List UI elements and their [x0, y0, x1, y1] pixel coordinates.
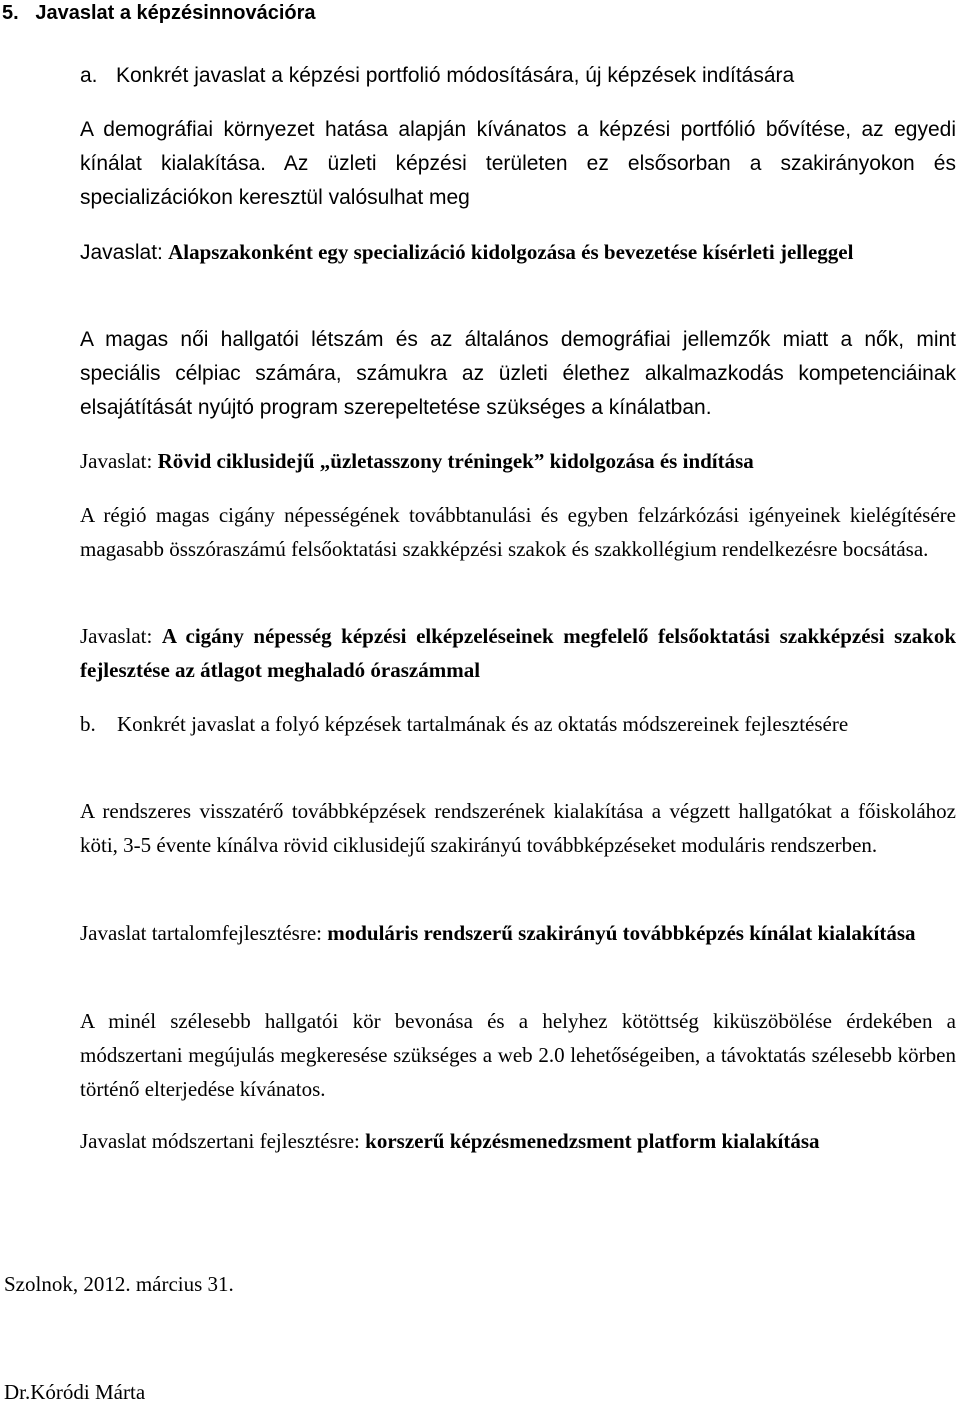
subsection-b-title: Konkrét javaslat a folyó képzések tartalmának és az oktatás módszereinek fejlesztésére [117, 712, 849, 736]
proposal-label: Javaslat: [80, 449, 153, 473]
author-name: Dr.Kóródi Márta [4, 1380, 146, 1404]
proposal-specialization [80, 235, 956, 270]
paragraph-demographic-sentence1: A demográfiai környezet hatása alapján kívánatos a képzési portfólió bővítése, az egyedi kínálat kialakítása. [80, 118, 956, 175]
paragraph-demographic-sentence2: Az üzleti képzési területen ez elsősorban a szakirányokon és specializációkon keresztül valósulhat meg [80, 152, 956, 209]
paragraph-methodology-text: A minél szélesebb hallgatói kör bevonása és a helyhez kötöttség kiküszöbölése érdekében a módszertani megújulás megkeresése szükséges a web 2.0 lehetőségeiben, a távoktatás szélesebb körben történő elterjedése kívánatos. [80, 1009, 956, 1101]
proposal-method-development [80, 1124, 956, 1158]
paragraph-further-training-text: A rendszeres visszatérő továbbképzések rendszerének kialakítása a végzett hallgatókat a főiskolához köti, 3-5 évente kínálva rövid ciklusidejű szakirányú továbbképzéseket moduláris rendszerben. [80, 799, 956, 857]
proposal-text: korszerű képzésmenedzsment platform kialakítása [365, 1129, 820, 1153]
proposal-roma [80, 619, 956, 687]
subsection-a-heading [80, 59, 956, 93]
proposal-label: Javaslat: [80, 241, 163, 264]
paragraph-roma [80, 498, 956, 566]
proposal-text: Alapszakonként egy specializáció kidolgozása és bevezetése kísérleti jelleggel [168, 240, 854, 264]
subsection-a-title: Konkrét javaslat a képzési portfolió módosítására, új képzések indítására [116, 64, 795, 87]
section-title: Javaslat a képzésinnovációra [35, 2, 316, 24]
section-heading [2, 0, 316, 30]
subsection-b-heading [80, 707, 956, 741]
paragraph-demographic [80, 113, 956, 215]
proposal-label: Javaslat tartalomfejlesztésre: [80, 921, 322, 945]
proposal-text: A cigány népesség képzési elképzeléseinek megfelelő felsőoktatási szakképzési szakok fejlesztése az átlagot meghaladó óraszámmal [80, 624, 957, 682]
paragraph-methodology [80, 1004, 956, 1106]
subsection-a-marker: a. [80, 64, 98, 87]
paragraph-women [80, 323, 956, 425]
paragraph-further-training [80, 794, 956, 862]
proposal-label: Javaslat módszertani fejlesztésre: [80, 1129, 360, 1153]
paragraph-roma-text: A régió magas cigány népességének továbbtanulási és egyben felzárkózási igényeinek kielégítésére magasabb összóraszámú felsőoktatási szakképzési szakok és szakkollégium rendelkezésre bocsátása. [80, 503, 956, 561]
paragraph-women-text: A magas női hallgatói létszám és az általános demográfiai jellemzők miatt a nők, mint speciális célpiac számára, számukra az üzleti élethez alkalmazkodás kompetenciáinak elsajátítását nyújtó program szerepeltetése szükséges a kínálatban. [80, 328, 956, 419]
proposal-label: Javaslat: [80, 624, 153, 648]
place-date: Szolnok, 2012. március 31. [4, 1272, 234, 1296]
proposal-businesswoman [80, 444, 956, 478]
proposal-text: Rövid ciklusidejű „üzletasszony tréningek” kidolgozása és indítása [157, 449, 754, 473]
subsection-b-marker: b. [80, 712, 96, 736]
proposal-text: moduláris rendszerű szakirányú továbbképzés kínálat kialakítása [327, 921, 916, 945]
section-number: 5. [2, 2, 19, 24]
proposal-content-development [80, 916, 956, 950]
